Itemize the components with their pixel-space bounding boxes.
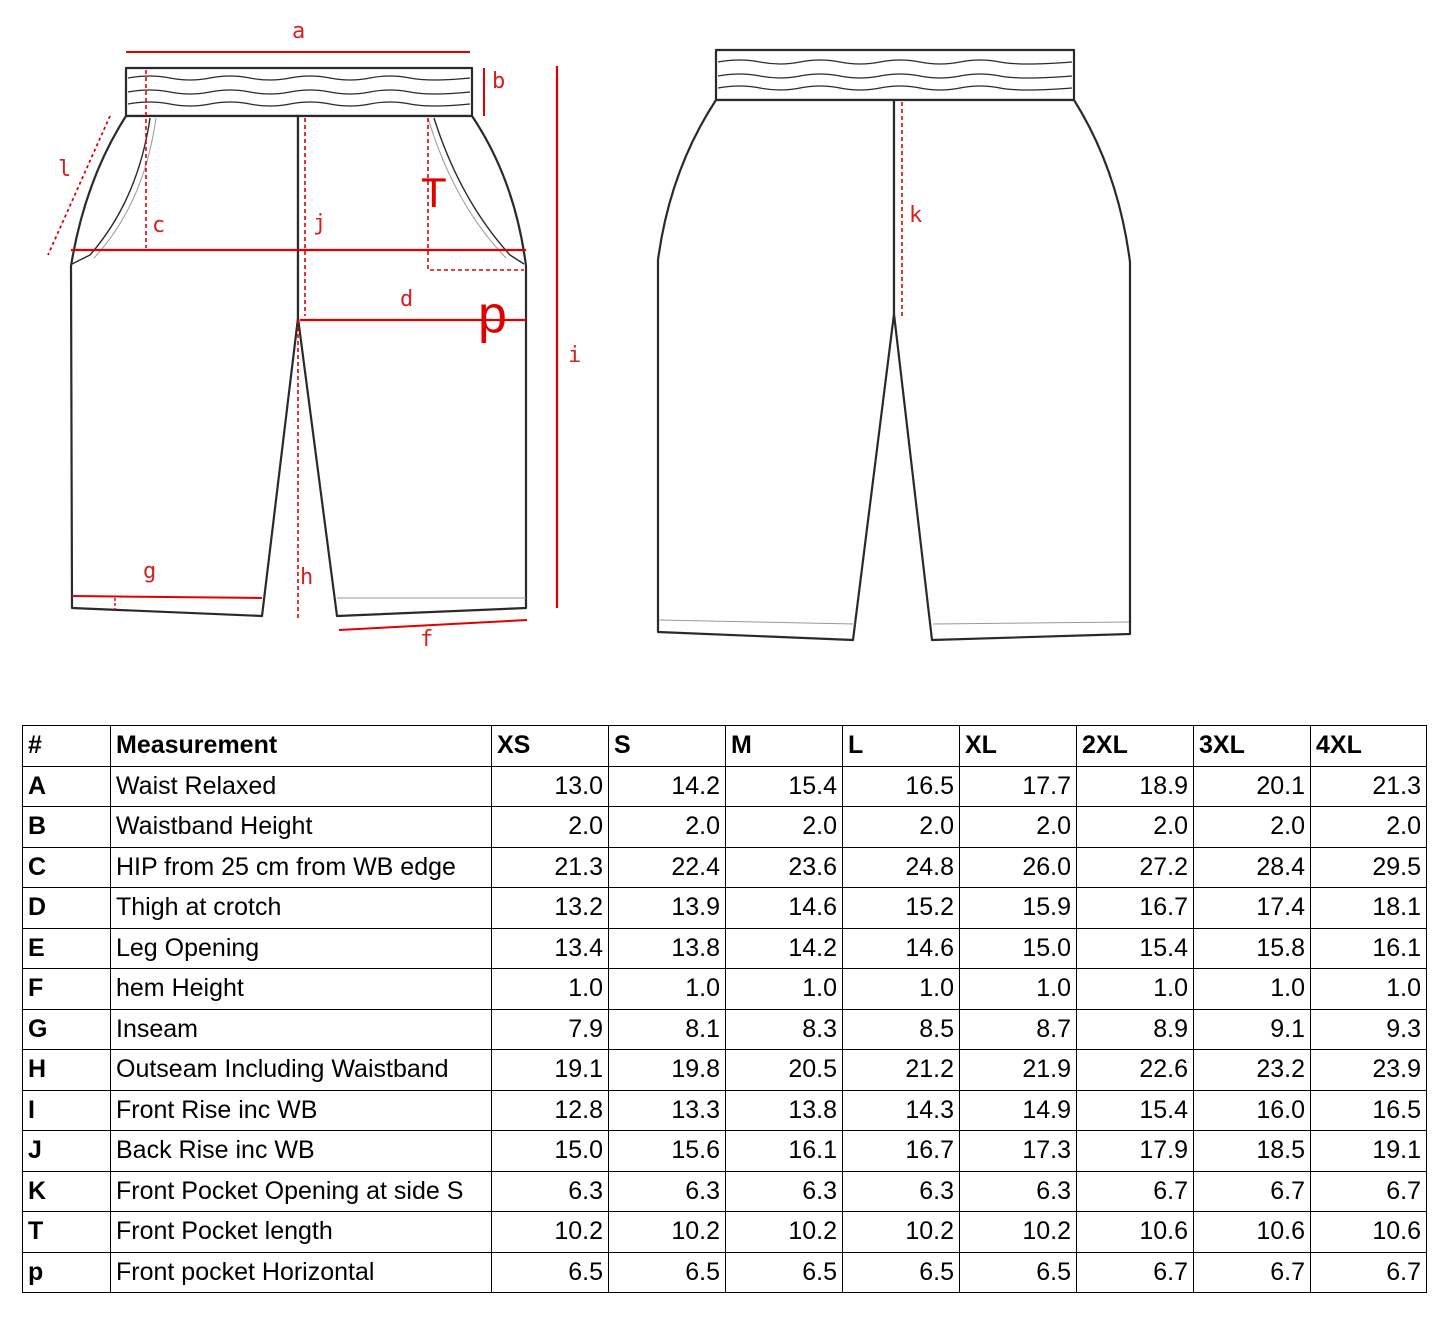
size-value-cell: 14.6 — [843, 928, 960, 969]
header-cell: 3XL — [1194, 726, 1311, 767]
measurement-code: C — [23, 847, 111, 888]
table-row — [23, 928, 1427, 969]
measurement-name: Back Rise inc WB — [111, 1131, 492, 1172]
table-row — [23, 766, 1427, 807]
table-row — [23, 1090, 1427, 1131]
size-value-cell: 10.2 — [492, 1212, 609, 1253]
size-value-cell: 16.0 — [1194, 1090, 1311, 1131]
size-value-cell: 10.2 — [843, 1212, 960, 1253]
size-value-cell: 1.0 — [492, 969, 609, 1010]
label-b: b — [492, 69, 506, 94]
size-value-cell: 14.9 — [960, 1090, 1077, 1131]
measurement-name: Inseam — [111, 1009, 492, 1050]
label-h: h — [300, 565, 314, 590]
measurement-code: I — [23, 1090, 111, 1131]
table-row — [23, 969, 1427, 1010]
size-value-cell: 18.1 — [1311, 888, 1427, 929]
label-k: k — [909, 203, 923, 228]
size-value-cell: 6.7 — [1077, 1171, 1194, 1212]
size-value-cell: 16.1 — [1311, 928, 1427, 969]
size-value-cell: 16.5 — [1311, 1090, 1427, 1131]
size-value-cell: 6.7 — [1194, 1171, 1311, 1212]
back-left-leg — [658, 100, 894, 640]
size-value-cell: 16.5 — [843, 766, 960, 807]
size-value-cell: 23.2 — [1194, 1050, 1311, 1091]
size-value-cell: 8.3 — [726, 1009, 843, 1050]
label-d: d — [400, 287, 414, 312]
size-value-cell: 13.9 — [609, 888, 726, 929]
size-value-cell: 18.9 — [1077, 766, 1194, 807]
header-cell: XS — [492, 726, 609, 767]
size-value-cell: 6.7 — [1311, 1171, 1427, 1212]
size-value-cell: 22.6 — [1077, 1050, 1194, 1091]
size-value-cell: 8.7 — [960, 1009, 1077, 1050]
size-value-cell: 18.5 — [1194, 1131, 1311, 1172]
size-value-cell: 12.8 — [492, 1090, 609, 1131]
table-row — [23, 1212, 1427, 1253]
size-value-cell: 29.5 — [1311, 847, 1427, 888]
size-value-cell: 13.2 — [492, 888, 609, 929]
size-spec-table — [22, 725, 1427, 1293]
table-row — [23, 888, 1427, 929]
measurement-name: Front Pocket length — [111, 1212, 492, 1253]
size-value-cell: 2.0 — [609, 807, 726, 848]
size-value-cell: 1.0 — [1077, 969, 1194, 1010]
size-value-cell: 21.3 — [492, 847, 609, 888]
measurement-name: Thigh at crotch — [111, 888, 492, 929]
table-row — [23, 1171, 1427, 1212]
measurement-code: B — [23, 807, 111, 848]
label-i: i — [568, 343, 582, 368]
measurement-name: Front Rise inc WB — [111, 1090, 492, 1131]
measurement-code: p — [23, 1252, 111, 1293]
front-left-leg — [71, 116, 298, 616]
measurement-name: Waist Relaxed — [111, 766, 492, 807]
measurement-code: H — [23, 1050, 111, 1091]
size-value-cell: 7.9 — [492, 1009, 609, 1050]
size-value-cell: 16.7 — [1077, 888, 1194, 929]
size-value-cell: 10.2 — [960, 1212, 1077, 1253]
size-value-cell: 23.6 — [726, 847, 843, 888]
size-value-cell: 20.5 — [726, 1050, 843, 1091]
measurement-name: Outseam Including Waistband — [111, 1050, 492, 1091]
header-cell: M — [726, 726, 843, 767]
size-value-cell: 15.6 — [609, 1131, 726, 1172]
size-value-cell: 10.6 — [1311, 1212, 1427, 1253]
size-value-cell: 21.2 — [843, 1050, 960, 1091]
back-waistband — [716, 50, 1074, 100]
measurement-code: J — [23, 1131, 111, 1172]
size-value-cell: 17.7 — [960, 766, 1077, 807]
size-value-cell: 17.4 — [1194, 888, 1311, 929]
size-value-cell: 19.8 — [609, 1050, 726, 1091]
header-cell: L — [843, 726, 960, 767]
size-value-cell: 9.1 — [1194, 1009, 1311, 1050]
size-value-cell: 6.3 — [843, 1171, 960, 1212]
size-value-cell: 2.0 — [1194, 807, 1311, 848]
size-value-cell: 15.4 — [726, 766, 843, 807]
size-value-cell: 15.4 — [1077, 928, 1194, 969]
size-value-cell: 1.0 — [960, 969, 1077, 1010]
size-value-cell: 8.1 — [609, 1009, 726, 1050]
size-value-cell: 17.3 — [960, 1131, 1077, 1172]
size-value-cell: 15.0 — [492, 1131, 609, 1172]
label-a: a — [292, 19, 306, 44]
measurement-name: hem Height — [111, 969, 492, 1010]
size-value-cell: 15.8 — [1194, 928, 1311, 969]
size-value-cell: 28.4 — [1194, 847, 1311, 888]
size-value-cell: 14.2 — [609, 766, 726, 807]
size-value-cell: 1.0 — [1194, 969, 1311, 1010]
size-value-cell: 2.0 — [843, 807, 960, 848]
label-T: T — [421, 169, 447, 216]
front-waistband — [126, 68, 472, 116]
size-value-cell: 6.3 — [726, 1171, 843, 1212]
size-value-cell: 21.9 — [960, 1050, 1077, 1091]
size-value-cell: 14.2 — [726, 928, 843, 969]
size-value-cell: 10.2 — [726, 1212, 843, 1253]
table-row — [23, 1131, 1427, 1172]
measurement-code: T — [23, 1212, 111, 1253]
size-value-cell: 6.5 — [492, 1252, 609, 1293]
size-value-cell: 8.5 — [843, 1009, 960, 1050]
label-j: j — [313, 211, 327, 236]
header-cell: # — [23, 726, 111, 767]
size-value-cell: 14.6 — [726, 888, 843, 929]
size-value-cell: 6.7 — [1311, 1252, 1427, 1293]
size-value-cell: 6.5 — [609, 1252, 726, 1293]
table-header-row — [23, 726, 1427, 767]
measurement-name: Front Pocket Opening at side S — [111, 1171, 492, 1212]
label-p: p — [478, 286, 507, 344]
label-g: g — [143, 559, 157, 584]
size-value-cell: 10.2 — [609, 1212, 726, 1253]
size-value-cell: 9.3 — [1311, 1009, 1427, 1050]
size-value-cell: 27.2 — [1077, 847, 1194, 888]
measurement-name: HIP from 25 cm from WB edge — [111, 847, 492, 888]
size-value-cell: 6.5 — [960, 1252, 1077, 1293]
label-f: f — [420, 627, 434, 652]
size-value-cell: 19.1 — [1311, 1131, 1427, 1172]
table-row — [23, 847, 1427, 888]
back-view-shorts — [658, 50, 1130, 640]
size-value-cell: 6.3 — [609, 1171, 726, 1212]
size-value-cell: 6.5 — [843, 1252, 960, 1293]
size-value-cell: 6.3 — [960, 1171, 1077, 1212]
front-right-leg — [298, 116, 526, 616]
size-value-cell: 1.0 — [843, 969, 960, 1010]
size-value-cell: 23.9 — [1311, 1050, 1427, 1091]
size-value-cell: 26.0 — [960, 847, 1077, 888]
size-value-cell: 2.0 — [726, 807, 843, 848]
measurement-code: K — [23, 1171, 111, 1212]
size-value-cell: 2.0 — [1077, 807, 1194, 848]
size-value-cell: 21.3 — [1311, 766, 1427, 807]
measurement-code: G — [23, 1009, 111, 1050]
header-cell: XL — [960, 726, 1077, 767]
size-value-cell: 22.4 — [609, 847, 726, 888]
size-value-cell: 15.0 — [960, 928, 1077, 969]
label-l: l — [58, 157, 72, 182]
size-value-cell: 14.3 — [843, 1090, 960, 1131]
size-value-cell: 16.7 — [843, 1131, 960, 1172]
size-value-cell: 13.4 — [492, 928, 609, 969]
size-value-cell: 1.0 — [1311, 969, 1427, 1010]
measurement-code: F — [23, 969, 111, 1010]
table-row — [23, 1009, 1427, 1050]
size-value-cell: 1.0 — [726, 969, 843, 1010]
back-right-leg — [894, 100, 1130, 640]
size-value-cell: 6.3 — [492, 1171, 609, 1212]
size-value-cell: 6.7 — [1194, 1252, 1311, 1293]
measurement-code: A — [23, 766, 111, 807]
size-value-cell: 10.6 — [1194, 1212, 1311, 1253]
header-cell: 4XL — [1311, 726, 1427, 767]
table-row — [23, 807, 1427, 848]
header-cell: S — [609, 726, 726, 767]
size-value-cell: 10.6 — [1077, 1212, 1194, 1253]
size-value-cell: 2.0 — [492, 807, 609, 848]
measurement-code: D — [23, 888, 111, 929]
size-value-cell: 8.9 — [1077, 1009, 1194, 1050]
measurement-code: E — [23, 928, 111, 969]
size-value-cell: 13.8 — [609, 928, 726, 969]
size-value-cell: 2.0 — [960, 807, 1077, 848]
size-value-cell: 13.8 — [726, 1090, 843, 1131]
size-value-cell: 2.0 — [1311, 807, 1427, 848]
size-value-cell: 6.5 — [726, 1252, 843, 1293]
size-value-cell: 15.4 — [1077, 1090, 1194, 1131]
label-c: c — [152, 213, 166, 238]
size-value-cell: 20.1 — [1194, 766, 1311, 807]
header-cell: 2XL — [1077, 726, 1194, 767]
measurement-name: Front pocket Horizontal — [111, 1252, 492, 1293]
size-value-cell: 19.1 — [492, 1050, 609, 1091]
table-row — [23, 1252, 1427, 1293]
header-cell: Measurement — [111, 726, 492, 767]
size-value-cell: 13.3 — [609, 1090, 726, 1131]
size-value-cell: 1.0 — [609, 969, 726, 1010]
size-value-cell: 15.9 — [960, 888, 1077, 929]
size-value-cell: 6.7 — [1077, 1252, 1194, 1293]
size-value-cell: 16.1 — [726, 1131, 843, 1172]
measurement-name: Leg Opening — [111, 928, 492, 969]
size-value-cell: 15.2 — [843, 888, 960, 929]
size-value-cell: 17.9 — [1077, 1131, 1194, 1172]
table-row — [23, 1050, 1427, 1091]
size-value-cell: 13.0 — [492, 766, 609, 807]
measurement-name: Waistband Height — [111, 807, 492, 848]
size-value-cell: 24.8 — [843, 847, 960, 888]
